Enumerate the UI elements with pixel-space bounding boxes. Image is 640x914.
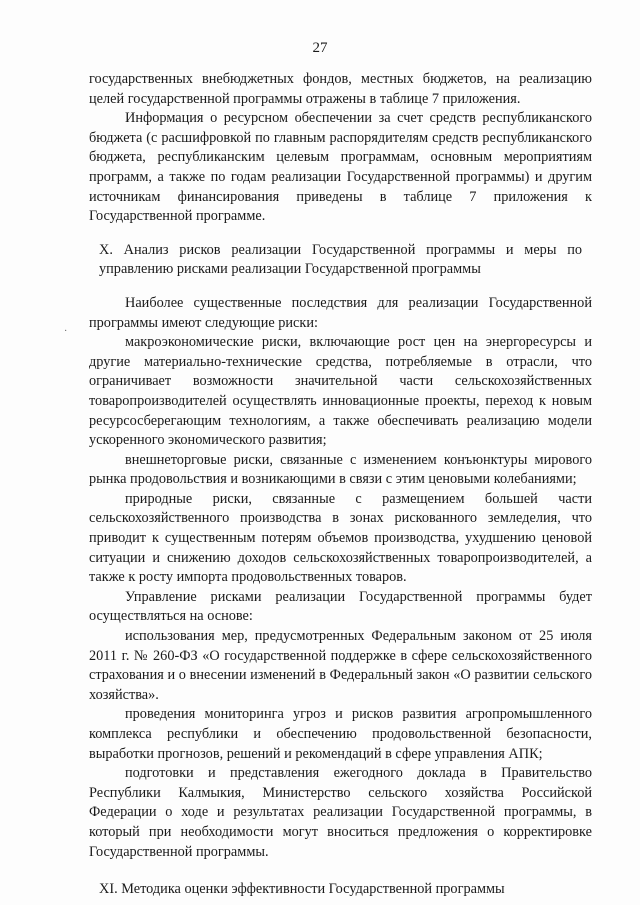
paragraph-annual-report: подготовки и представления ежегодного доклада в Правительство Республики Калмыкия, Министерство сельского хозяйства Российской Федерации о ходе и результатах реализации Государственной программы, в который при необходимости могут вноситься предложения о корректировке Государственной программы. — [89, 765, 592, 860]
page-number: 27 — [312, 40, 328, 56]
paragraph-continuation: государственных внебюджетных фондов, местных бюджетов, на реализацию целей государственной программы отражены в таблице 7 приложения. — [89, 71, 592, 107]
section-heading-xi: XI. Методика оценки эффективности Государственной программы — [99, 881, 505, 898]
document-body — [89, 70, 592, 914]
paragraph-monitoring: проведения мониторинга угроз и рисков развития агропромышленного комплекса республики и обеспечению продовольственной безопасности, выработки прогнозов, решений и рекомендаций в сфере управления АПК; — [89, 706, 592, 762]
paragraph-risks-intro: Наиболее существенные последствия для реализации Государственной программы имеют следующие риски: — [89, 294, 592, 331]
paragraph-federal-law: использования мер, предусмотренных Федеральным законом от 25 июля 2011 г. № 260-ФЗ «О государственной поддержке в сфере сельскохозяйственного страхования и о внесении изменений в Федеральный закон «О развитии сельского хозяйства». — [89, 628, 592, 703]
paragraph-resource-info: Информация о ресурсном обеспечении за счет средств республиканского бюджета (с расшифровкой по главным распорядителям средств республиканского бюджета, республиканским целевым программам, основным мероприятиям программ, а также по годам реализации Государственной программы) и другим источникам финансирования приведены в таблице 7 приложения к Государственной программе. — [89, 110, 592, 225]
paragraph-macro-risks: макроэкономические риски, включающие рост цен на энергоресурсы и другие материально-технические средства, потребляемые в отрасли, что ограничивает возможности значительной части сельскохозяйственных товаропроизводителей осуществлять инновационные проекты, переход к новым ресурсосберегающим технологиям, а также обеспечивать реализацию модели ускоренного экономического развития; — [89, 334, 592, 449]
section-heading-x: X. Анализ рисков реализации Государственной программы и меры по управлению рисками реализации Государственной программы — [99, 241, 582, 278]
paragraph-natural-risks: природные риски, связанные с размещением большей части сельскохозяйственного производства в зонах рискованного земледелия, что приводит к существенным потерям объемов производства, ухудшению ценовой ситуации и снижению доходов сельскохозяйственных товаропроизводителей, а также к росту импорта продовольственных товаров. — [89, 490, 592, 586]
paragraph-risk-management: Управление рисками реализации Государственной программы будет осуществляться на основе: — [89, 588, 592, 625]
margin-mark: · — [64, 326, 68, 337]
paragraph-trade-risks: внешнеторговые риски, связанные с изменением конъюнктуры мирового рынка продовольствия и возникающими в связи с этим ценовыми колебаниями; — [89, 451, 592, 488]
